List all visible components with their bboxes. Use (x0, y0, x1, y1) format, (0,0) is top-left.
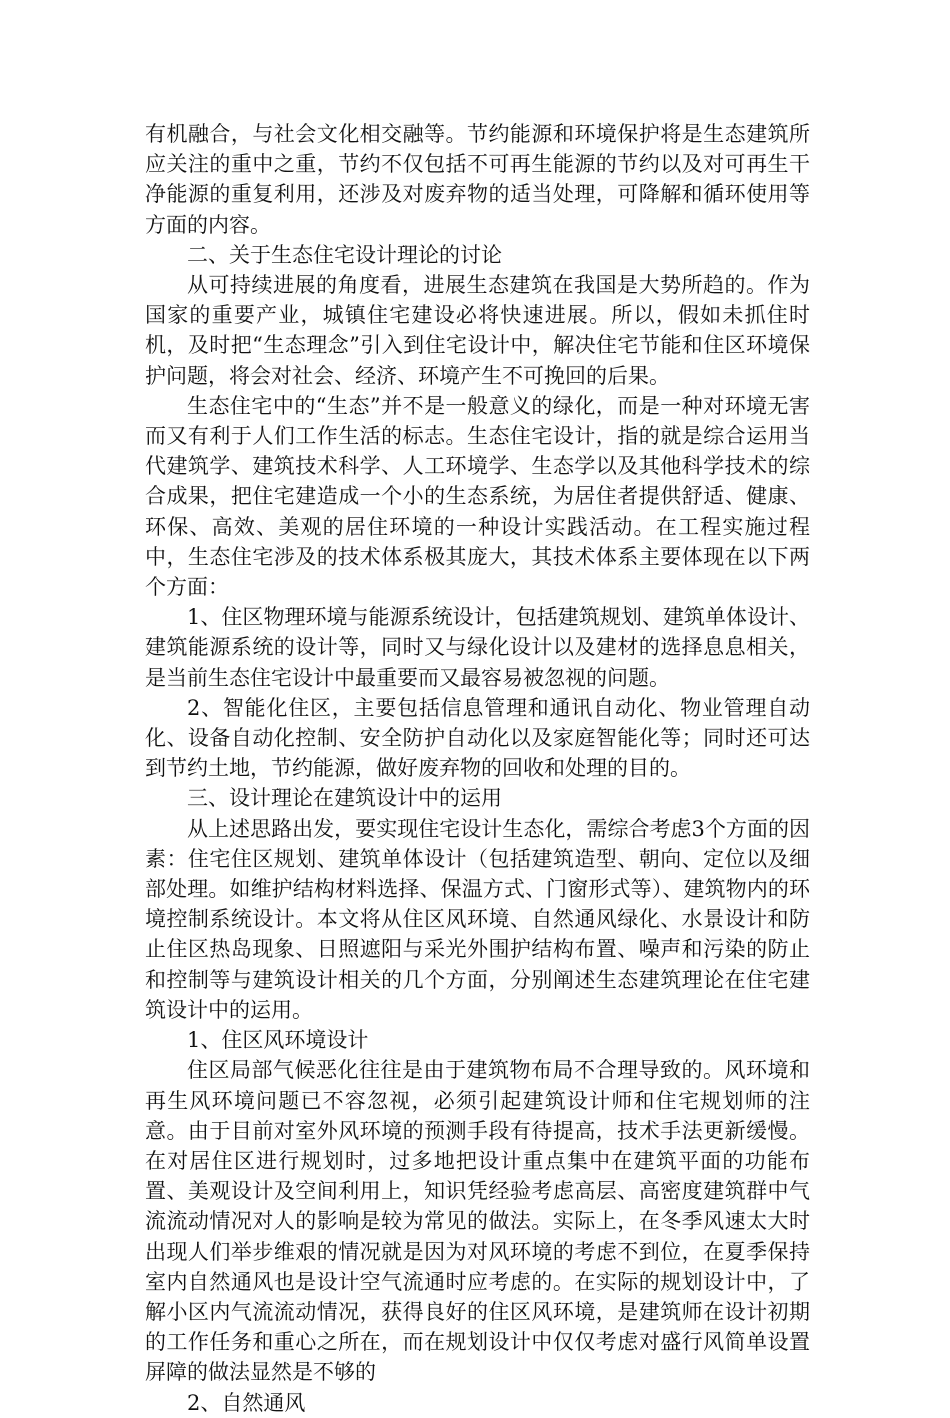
paragraph: 从上述思路出发，要实现住宅设计生态化，需综合考虑3个方面的因素：住宅住区规划、建筑单体设计（包括建筑造型、朝向、定位以及细部处理。如维护结构材料选择、保温方式、门窗形式等）、建筑物内的环境控制系统设计。本文将从住区风环境、自然通风绿化、水景设计和防止住区热岛现象、日照遮阳与采光外围护结构布置、噪声和污染的防止和控制等与建筑设计相关的几个方面，分别阐述生态建筑理论在住宅建筑设计中的运用。 (145, 816, 810, 1022)
list-item-2: 2、智能化住区，主要包括信息管理和通讯自动化、物业管理自动化、设备自动化控制、安全防护自动化以及家庭智能化等；同时还可达到节约土地，节约能源，做好废弃物的回收和处理的目的。 (145, 695, 810, 781)
paragraph-intro-continuation: 有机融合，与社会文化相交融等。节约能源和环境保护将是生态建筑所应关注的重中之重，节约不仅包括不可再生能源的节约以及对可再生干净能源的重复利用，还涉及对废弃物的适当处理，可降解和循环使用等方面的内容。 (145, 122, 810, 237)
section-heading-2: 二、关于生态住宅设计理论的讨论 (187, 242, 502, 267)
paragraph: 住区局部气候恶化往往是由于建筑物布局不合理导致的。风环境和再生风环境问题已不容忽视，必须引起建筑设计师和住宅规划师的注意。由于目前对室外风环境的预测手段有待提高，技术手法更新缓慢。在对居住区进行规划时，过多地把设计重点集中在建筑平面的功能布置、美观设计及空间利用上，知识凭经验考虑高层、高密度建筑群中气流流动情况对人的影响是较为常见的做法。实际上，在冬季风速太大时出现人们举步维艰的情况就是因为对风环境的考虑不到位，在夏季保持室内自然通风也是设计空气流通时应考虑的。在实际的规划设计中，了解小区内气流流动情况，获得良好的住区风环境，是建筑师在设计初期的工作任务和重心之所在，而在规划设计中仅仅考虑对盛行风简单设置屏障的做法显然是不够的 (145, 1058, 810, 1385)
list-item-1: 1、住区物理环境与能源系统设计，包括建筑规划、建筑单体设计、建筑能源系统的设计等，同时又与绿化设计以及建材的选择息息相关，是当前生态住宅设计中最重要而又最容易被忽视的问题。 (145, 605, 810, 690)
subsection-heading-1: 1、住区风环境设计 (187, 1028, 369, 1053)
section-heading-3: 三、设计理论在建筑设计中的运用 (187, 786, 502, 811)
paragraph: 生态住宅中的“生态”并不是一般意义的绿化，而是一种对环境无害而又有利于人们工作生活的标志。生态住宅设计，指的就是综合运用当代建筑学、建筑技术科学、人工环境学、生态学以及其他科学技术的综合成果，把住宅建造成一个小的生态系统，为居住者提供舒适、健康、环保、高效、美观的居住环境的一种设计实践活动。在工程实施过程中，生态住宅涉及的技术体系极其庞大，其技术体系主要体现在以下两个方面： (145, 393, 810, 600)
paragraph: 从可持续进展的角度看，进展生态建筑在我国是大势所趋的。作为国家的重要产业，城镇住宅建设必将快速进展。所以，假如未抓住时机，及时把“生态理念”引入到住宅设计中，解决住宅节能和住区环境保护问题，将会对社会、经济、环境产生不可挽回的后果。 (145, 273, 810, 388)
subsection-heading-2: 2、自然通风 (187, 1390, 306, 1415)
document-body (145, 119, 810, 1418)
